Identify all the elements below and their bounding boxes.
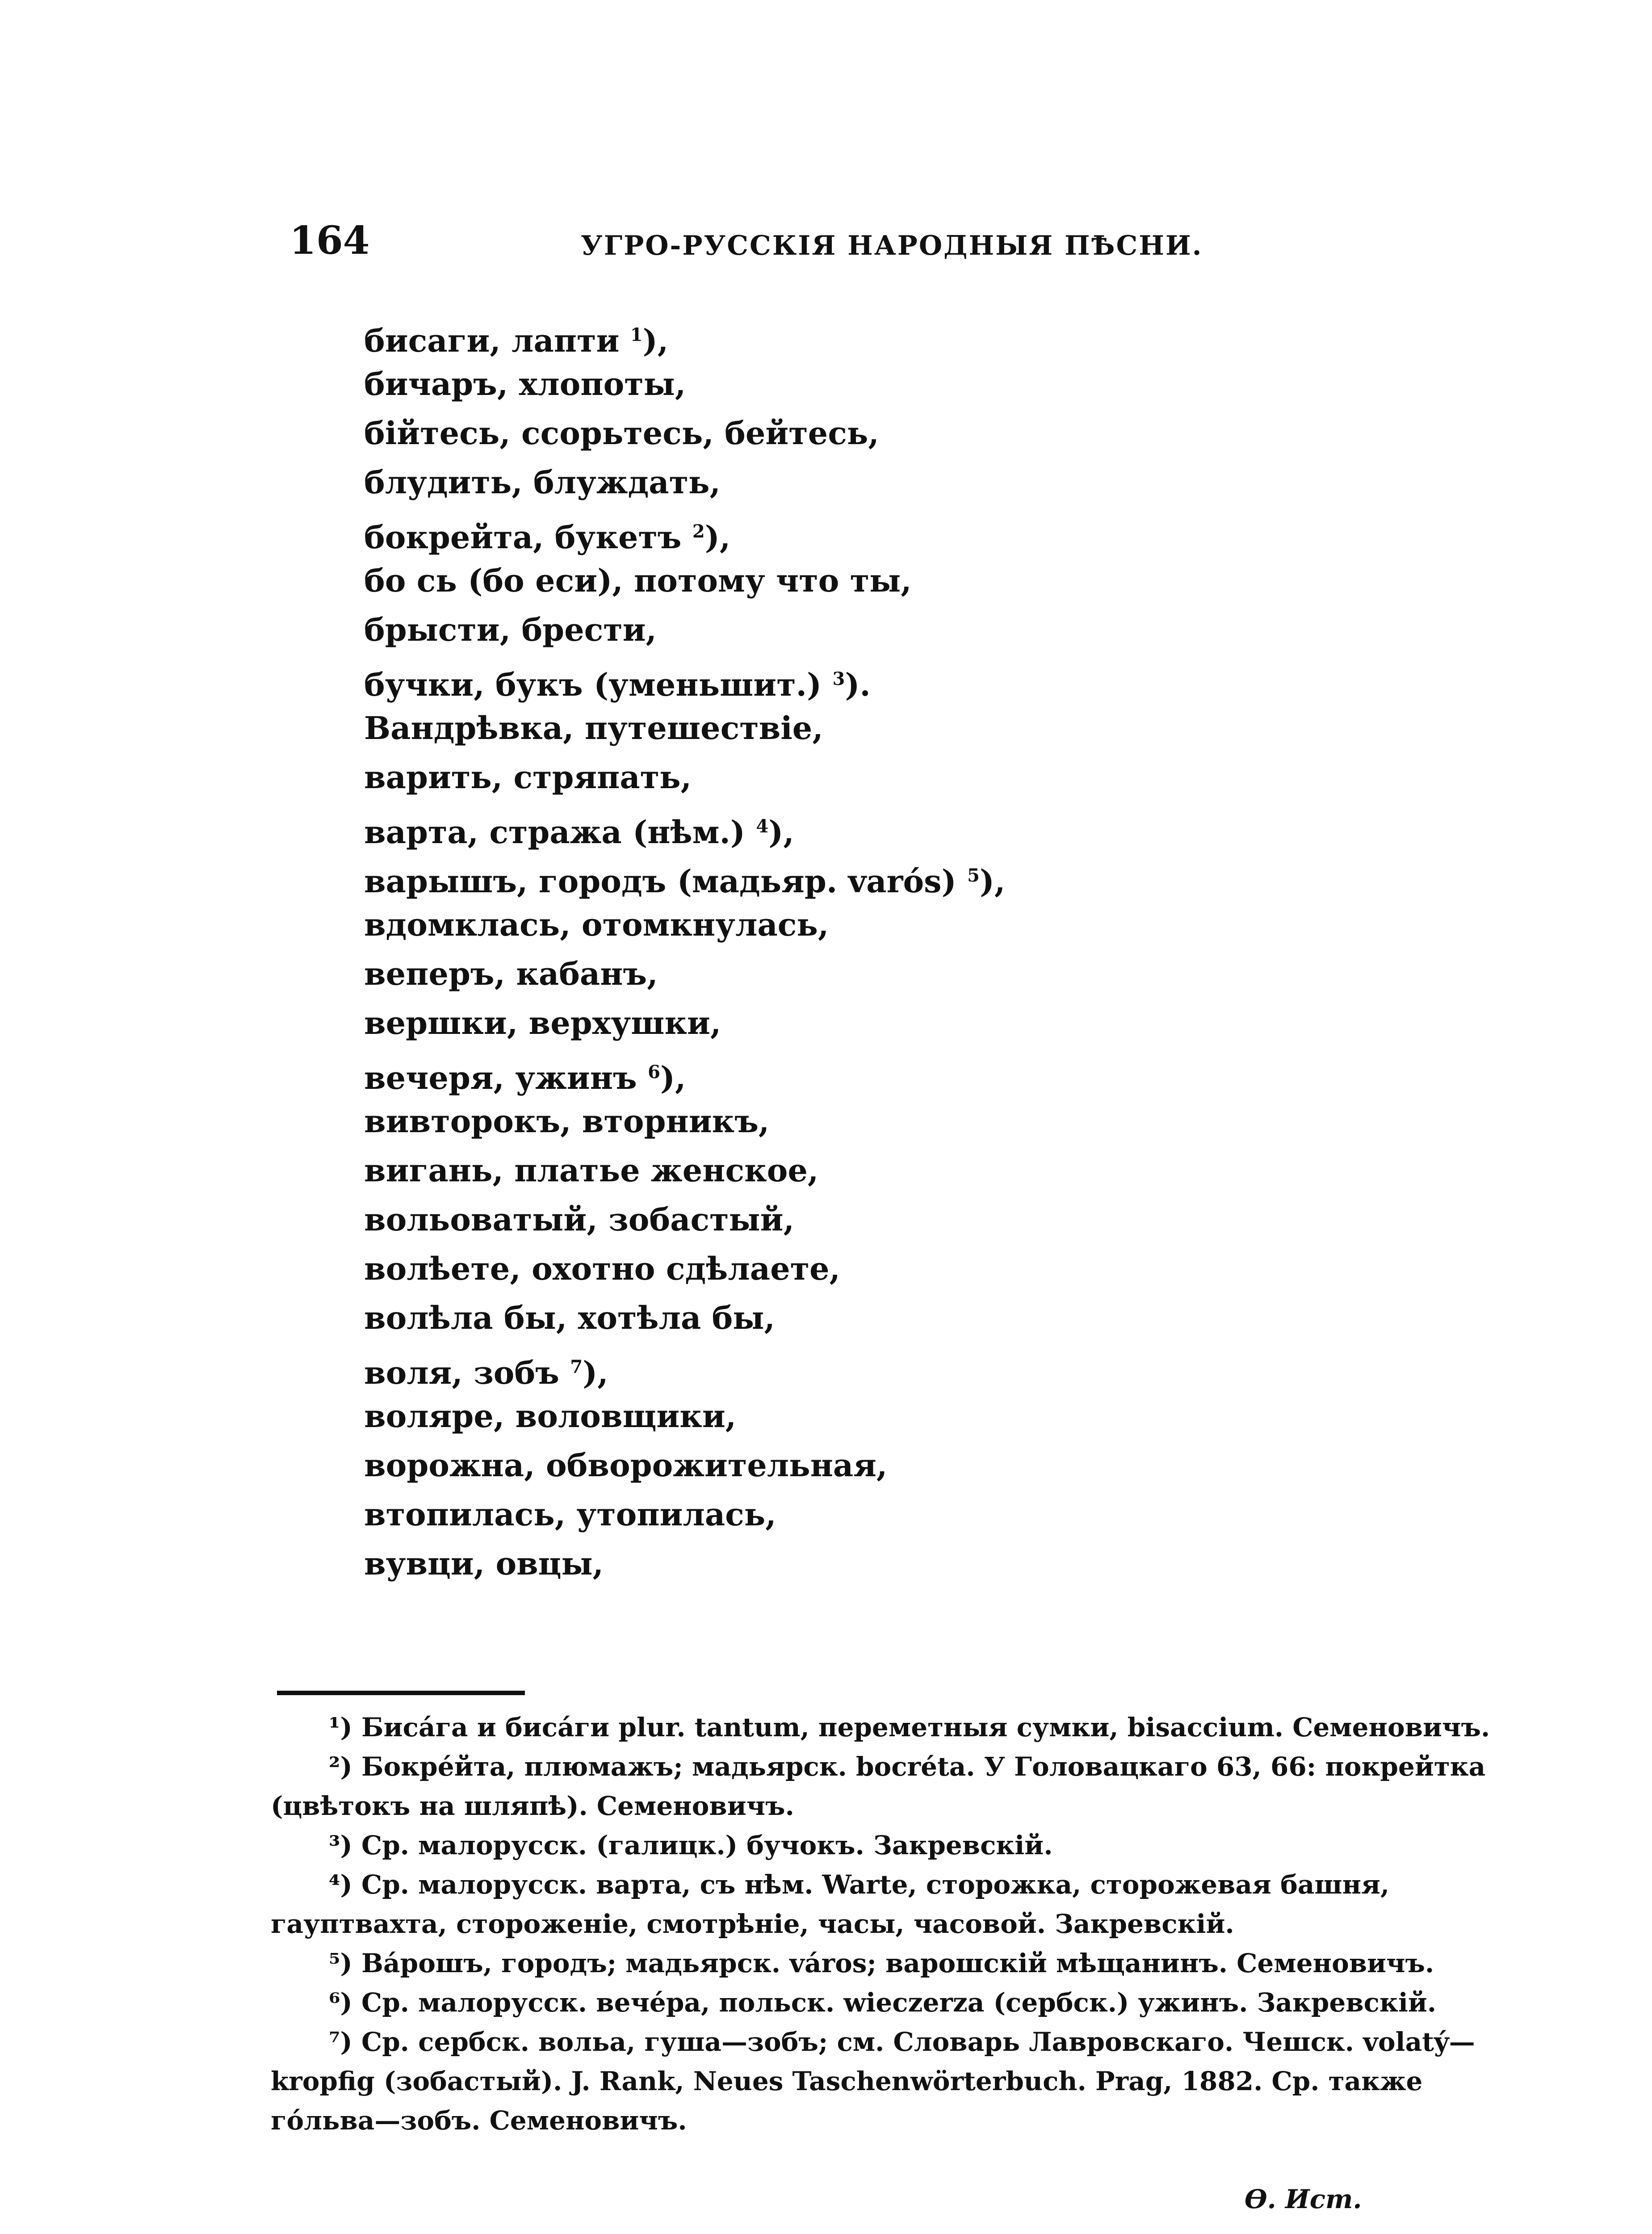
signature: Ѳ. Ист. xyxy=(1245,2184,1362,2214)
glossary-entry-tail: ), xyxy=(704,519,731,556)
glossary-entry-text: бучки, букъ (уменьшит.) xyxy=(364,666,822,703)
glossary-entry-text: волѣла бы, хотѣла бы, xyxy=(364,1299,775,1336)
glossary-entry xyxy=(364,556,1005,605)
glossary-entry xyxy=(364,1392,1005,1441)
glossary-entry xyxy=(364,655,1005,704)
page-number: 164 xyxy=(289,218,370,263)
glossary-entry-text: Вандрѣвка, путешествіе, xyxy=(364,710,823,747)
glossary-entry-text: ворожна, обворожительная, xyxy=(364,1447,888,1484)
glossary-entry xyxy=(364,1293,1005,1343)
footnote-line: ³) Ср. малорусск. (галицк.) бучокъ. Закревскій. xyxy=(329,1830,1053,1860)
footnote-ref: 2 xyxy=(692,521,705,542)
glossary-entry-text: вувци, овцы, xyxy=(364,1545,604,1582)
glossary-entry xyxy=(364,1097,1005,1146)
glossary-entry-text: бисаги, лапти xyxy=(364,322,620,359)
glossary-entry xyxy=(364,999,1005,1048)
glossary-entry xyxy=(364,1539,1005,1588)
running-head: УГРО-РУССКІЯ НАРОДНЫЯ ПѢСНИ. xyxy=(581,230,1203,261)
glossary-entry-text: веперъ, кабанъ, xyxy=(364,955,658,992)
footnote-rule xyxy=(277,1691,525,1695)
glossary-entry-text: варить, стряпать, xyxy=(364,759,692,796)
glossary-entry xyxy=(364,507,1005,556)
glossary-entry-tail: ). xyxy=(845,666,871,703)
glossary-entry-text: вдомклась, отомкнулась, xyxy=(364,906,829,943)
glossary-entry xyxy=(364,949,1005,999)
glossary-entry xyxy=(364,1441,1005,1490)
footnote-ref: 7 xyxy=(570,1356,583,1377)
footnote-line: ¹) Бисáга и бисáги plur. tantum, переметныя сумки, bisaccium. Семеновичъ. xyxy=(329,1712,1490,1743)
footnote-line: kropfig (зобастый). J. Rank, Neues Taschenwörterbuch. Prag, 1882. Ср. также xyxy=(271,2066,1423,2096)
glossary-entry xyxy=(364,1490,1005,1539)
glossary-entry xyxy=(364,802,1005,851)
glossary-entry-tail: ), xyxy=(642,322,669,359)
footnote-ref: 3 xyxy=(832,668,845,689)
glossary-entry xyxy=(364,704,1005,753)
glossary-entry-text: варта, стража (нѣм.) xyxy=(364,814,745,851)
glossary-entry-text: воляре, воловщики, xyxy=(364,1398,737,1435)
footnote-ref: 1 xyxy=(630,324,643,345)
footnote-ref: 5 xyxy=(967,865,980,886)
glossary-entry-text: бійтесь, ссорьтесь, бейтесь, xyxy=(364,415,879,452)
glossary-entry xyxy=(364,458,1005,507)
footnote-ref: 4 xyxy=(756,816,769,837)
glossary-entry-tail: ), xyxy=(583,1354,608,1391)
glossary-entry-text: волѣете, охотно сдѣлаете, xyxy=(364,1250,840,1287)
glossary-entry-tail: ), xyxy=(979,863,1006,900)
glossary-entry-text: вивторокъ, вторникъ, xyxy=(364,1103,770,1140)
footnote-line: ⁴) Ср. малорусск. варта, съ нѣм. Warte, сторожка, сторожевая башня, xyxy=(329,1869,1390,1900)
footnote-ref: 6 xyxy=(648,1062,660,1083)
glossary-entry-text: брысти, брести, xyxy=(364,611,657,648)
glossary-entry-text: вольоватый, зобастый, xyxy=(364,1201,794,1238)
glossary-entry xyxy=(364,409,1005,458)
glossary-entry xyxy=(364,311,1005,360)
glossary-entry xyxy=(364,605,1005,655)
glossary-entry-tail: ), xyxy=(660,1059,686,1096)
glossary-entry-text: бичаръ, хлопоты, xyxy=(364,365,686,403)
glossary-entry xyxy=(364,1195,1005,1244)
footnote-line: гóльва—зобъ. Семеновичъ. xyxy=(271,2105,687,2136)
glossary-entry xyxy=(364,851,1005,900)
glossary-entry-text: варышъ, городъ (мадьяр. varós) xyxy=(364,863,956,900)
footnote-line: (цвѣтокъ на шляпѣ). Семеновичъ. xyxy=(271,1791,794,1821)
footnote-line: ⁵) Вáрошъ, городъ; мадьярск. város; варошскій мѣщанинъ. Семеновичъ. xyxy=(329,1948,1434,1978)
footnotes xyxy=(271,1708,1490,2140)
footnote-line: ⁷) Ср. сербск. вольа, гуша—зобъ; см. Словарь Лавровскаго. Чешск. volatý— xyxy=(329,2027,1475,2057)
glossary-entry-tail: ), xyxy=(768,814,794,851)
glossary-entry xyxy=(364,1343,1005,1392)
glossary-entry-text: воля, зобъ xyxy=(364,1354,559,1391)
glossary-entry xyxy=(364,1048,1005,1097)
glossary-entry-text: блудить, блуждать, xyxy=(364,464,721,501)
glossary-entry xyxy=(364,360,1005,409)
glossary-entry xyxy=(364,900,1005,949)
footnote-line: ⁶) Ср. малорусск. вечéра, польск. wieczerza (сербск.) ужинъ. Закревскій. xyxy=(329,1987,1437,2018)
glossary-entry-text: вигань, платье женское, xyxy=(364,1152,819,1189)
glossary-entry xyxy=(364,753,1005,802)
glossary-entry-text: вечеря, ужинъ xyxy=(364,1059,637,1096)
glossary-entry xyxy=(364,1146,1005,1195)
footnote-line: ²) Бокрéйта, плюмажъ; мадьярск. bocréta. У Головацкаго 63, 66: покрейтка xyxy=(329,1751,1486,1782)
glossary-entry-text: бо сь (бо еси), потому что ты, xyxy=(364,562,912,599)
glossary-entry xyxy=(364,1244,1005,1293)
footnote-line: гауптвахта, стороженіе, смотрѣніе, часы, часовой. Закревскій. xyxy=(271,1909,1234,1939)
glossary-entry-text: вершки, верхушки, xyxy=(364,1004,721,1041)
glossary-list xyxy=(364,311,1005,1588)
glossary-entry-text: втопилась, утопилась, xyxy=(364,1496,776,1533)
glossary-entry-text: бокрейта, букетъ xyxy=(364,519,682,556)
